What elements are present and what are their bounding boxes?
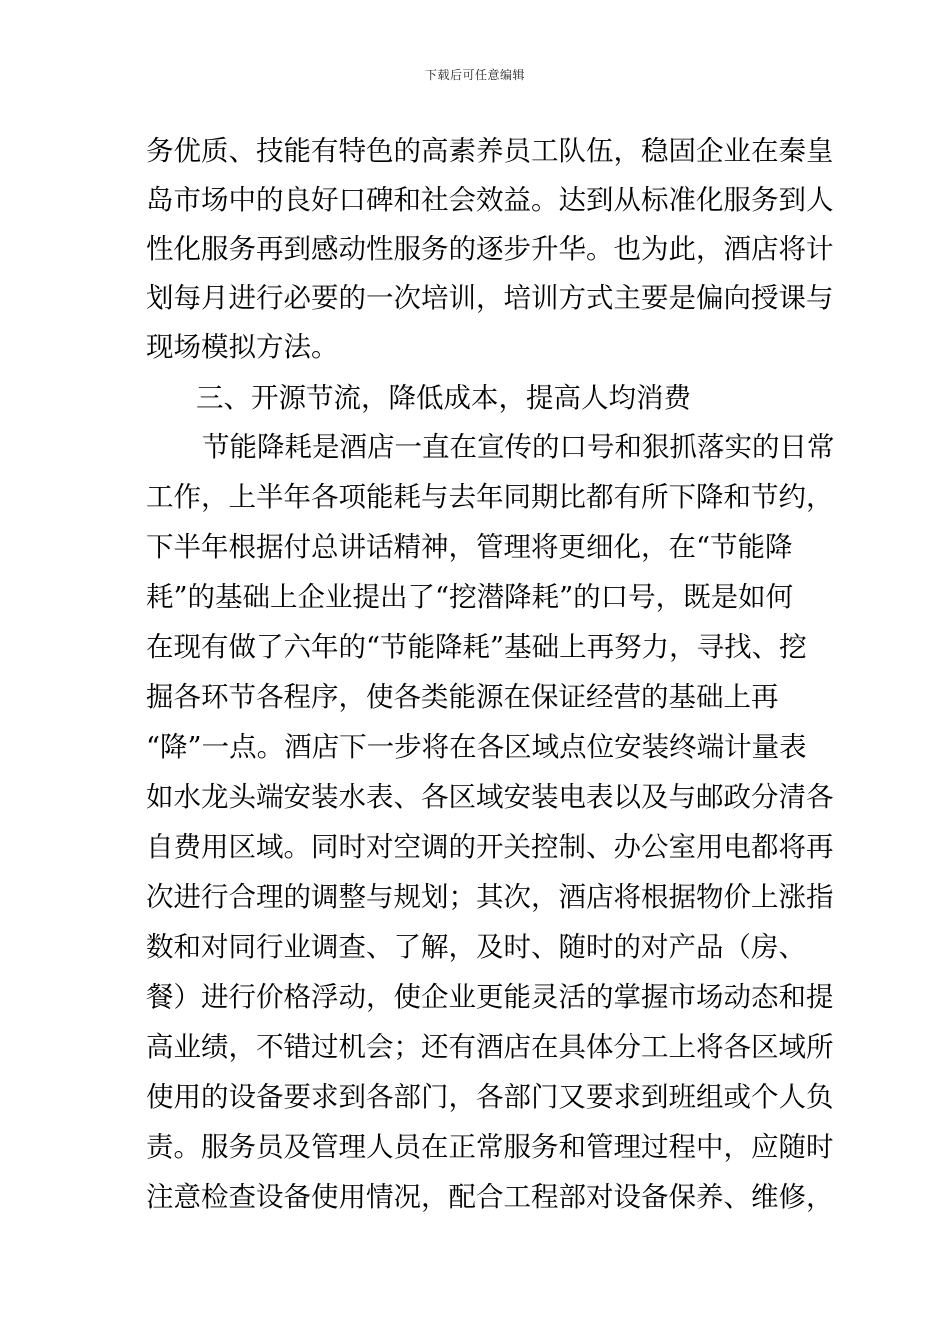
text-line-22: 注意检查设备使用情况，配合工程部对设备保养、维修， <box>146 1181 834 1213</box>
text-line-5: 现场模拟方法。 <box>146 331 339 363</box>
text-line-7: 节能降耗是酒店一直在宣传的口号和狠抓落实的日常 <box>202 431 835 463</box>
text-line-14: 如水龙头端安装水表、各区域安装电表以及与邮政分清各 <box>146 781 834 813</box>
text-line-4: 划每月进行必要的一次培训，培训方式主要是偏向授课与 <box>146 282 834 314</box>
text-line-12: 掘各环节各程序，使各类能源在保证经营的基础上再 <box>146 681 779 713</box>
section-heading: 三、开源节流，降低成本，提高人均消费 <box>196 382 691 414</box>
text-line-21: 责。服务员及管理人员在正常服务和管理过程中，应随时 <box>146 1131 834 1163</box>
text-line-16: 次进行合理的调整与规划；其次，酒店将根据物价上涨指 <box>146 881 834 913</box>
text-line-9: 下半年根据付总讲话精神，管理将更细化，在“节能降 <box>146 531 793 563</box>
text-line-19: 高业绩，不错过机会；还有酒店在具体分工上将各区域所 <box>146 1031 834 1063</box>
text-line-10: 耗”的基础上企业提出了“挖潜降耗”的口号，既是如何 <box>146 581 794 613</box>
text-line-8: 工作，上半年各项能耗与去年同期比都有所下降和节约， <box>146 481 834 513</box>
text-line-3: 性化服务再到感动性服务的逐步升华。也为此，酒店将计 <box>146 233 834 265</box>
text-line-2: 岛市场中的良好口碑和社会效益。达到从标准化服务到人 <box>146 184 834 216</box>
text-line-11: 在现有做了六年的“节能降耗”基础上再努力，寻找、挖 <box>146 631 807 663</box>
text-line-15: 自费用区域。同时对空调的开关控制、办公室用电都将再 <box>146 831 834 863</box>
text-line-18: 餐）进行价格浮动，使企业更能灵活的掌握市场动态和提 <box>146 981 834 1013</box>
text-line-13: “降”一点。酒店下一步将在各区域点位安装终端计量表 <box>146 731 807 763</box>
header-note: 下载后可任意编辑 <box>424 68 525 82</box>
text-line-17: 数和对同行业调查、了解，及时、随时的对产品（房、 <box>146 931 806 963</box>
text-line-1: 务优质、技能有特色的高素养员工队伍，稳固企业在秦皇 <box>146 135 834 167</box>
text-line-20: 使用的设备要求到各部门，各部门又要求到班组或个人负 <box>146 1081 834 1113</box>
